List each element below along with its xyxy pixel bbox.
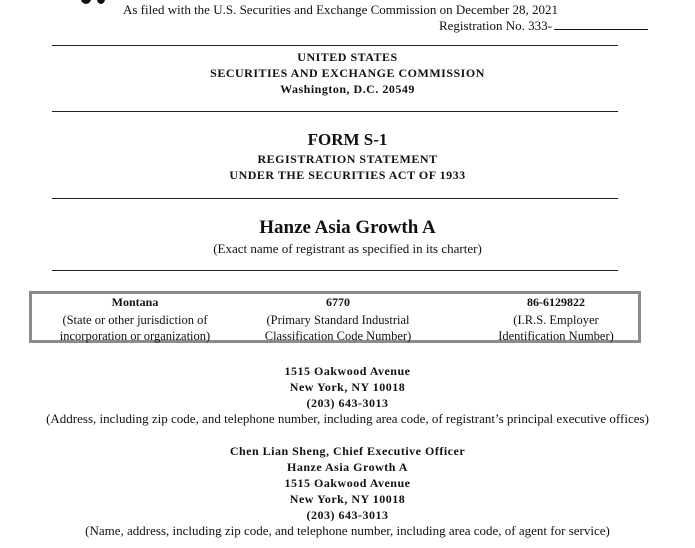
- sic-desc-line2: Classification Code Number): [264, 329, 412, 343]
- divider: [52, 198, 618, 199]
- filing-statement: As filed with the U.S. Securities and Exchange Commission on December 28, 2021: [122, 2, 558, 17]
- agency-location: Washington, D.C. 20549: [280, 82, 415, 96]
- ein-desc-line2: Identification Number): [498, 329, 614, 343]
- form-subtitle: REGISTRATION STATEMENT: [257, 152, 438, 166]
- state-value: Montana: [111, 295, 159, 309]
- divider: [52, 270, 618, 271]
- agency-country: UNITED STATES: [297, 50, 398, 64]
- registrant-name: Hanze Asia Growth A: [259, 217, 436, 238]
- agent-name: Chen Lian Sheng, Chief Executive Officer: [229, 444, 466, 458]
- office-street: 1515 Oakwood Avenue: [284, 364, 411, 378]
- state-column: [32, 294, 238, 344]
- office-phone: (203) 643-3013: [306, 396, 389, 410]
- agent-city: New York, NY 10018: [289, 492, 406, 506]
- registration-number: [439, 17, 648, 34]
- sic-desc-line1: (Primary Standard Industrial: [266, 313, 410, 327]
- ein-desc-line1: (I.R.S. Employer: [513, 313, 599, 327]
- ein-value: 86-6129822: [527, 295, 585, 309]
- divider: [52, 45, 618, 46]
- agent-phone: (203) 643-3013: [306, 508, 389, 522]
- agent-caption: (Name, address, including zip code, and telephone number, including area code, of agent for service): [85, 523, 610, 538]
- ein-column: [456, 294, 656, 344]
- agency-name: SECURITIES AND EXCHANGE COMMISSION: [210, 66, 485, 80]
- sic-value: 6770: [326, 295, 350, 309]
- office-city: New York, NY 10018: [289, 380, 406, 394]
- state-desc-line2: incorporation or organization): [59, 329, 211, 343]
- office-caption: (Address, including zip code, and telephone number, including area code, of registrant’s principal executive offices): [46, 411, 649, 426]
- state-desc-line1: (State or other jurisdiction of: [62, 313, 208, 327]
- agent-street: 1515 Oakwood Avenue: [284, 476, 411, 490]
- registrant-caption: (Exact name of registrant as specified in its charter): [213, 241, 482, 256]
- form-act: UNDER THE SECURITIES ACT OF 1933: [229, 168, 466, 182]
- agent-company: Hanze Asia Growth A: [287, 460, 408, 474]
- crop-artifact: [81, 0, 91, 4]
- registrant-info-box: [29, 291, 641, 343]
- registration-blank-line: [554, 17, 648, 30]
- registration-label: Registration No. 333-: [438, 18, 552, 33]
- form-title: FORM S-1: [307, 130, 388, 149]
- sic-column: [238, 294, 438, 344]
- divider: [52, 111, 618, 112]
- crop-artifact: [97, 0, 105, 4]
